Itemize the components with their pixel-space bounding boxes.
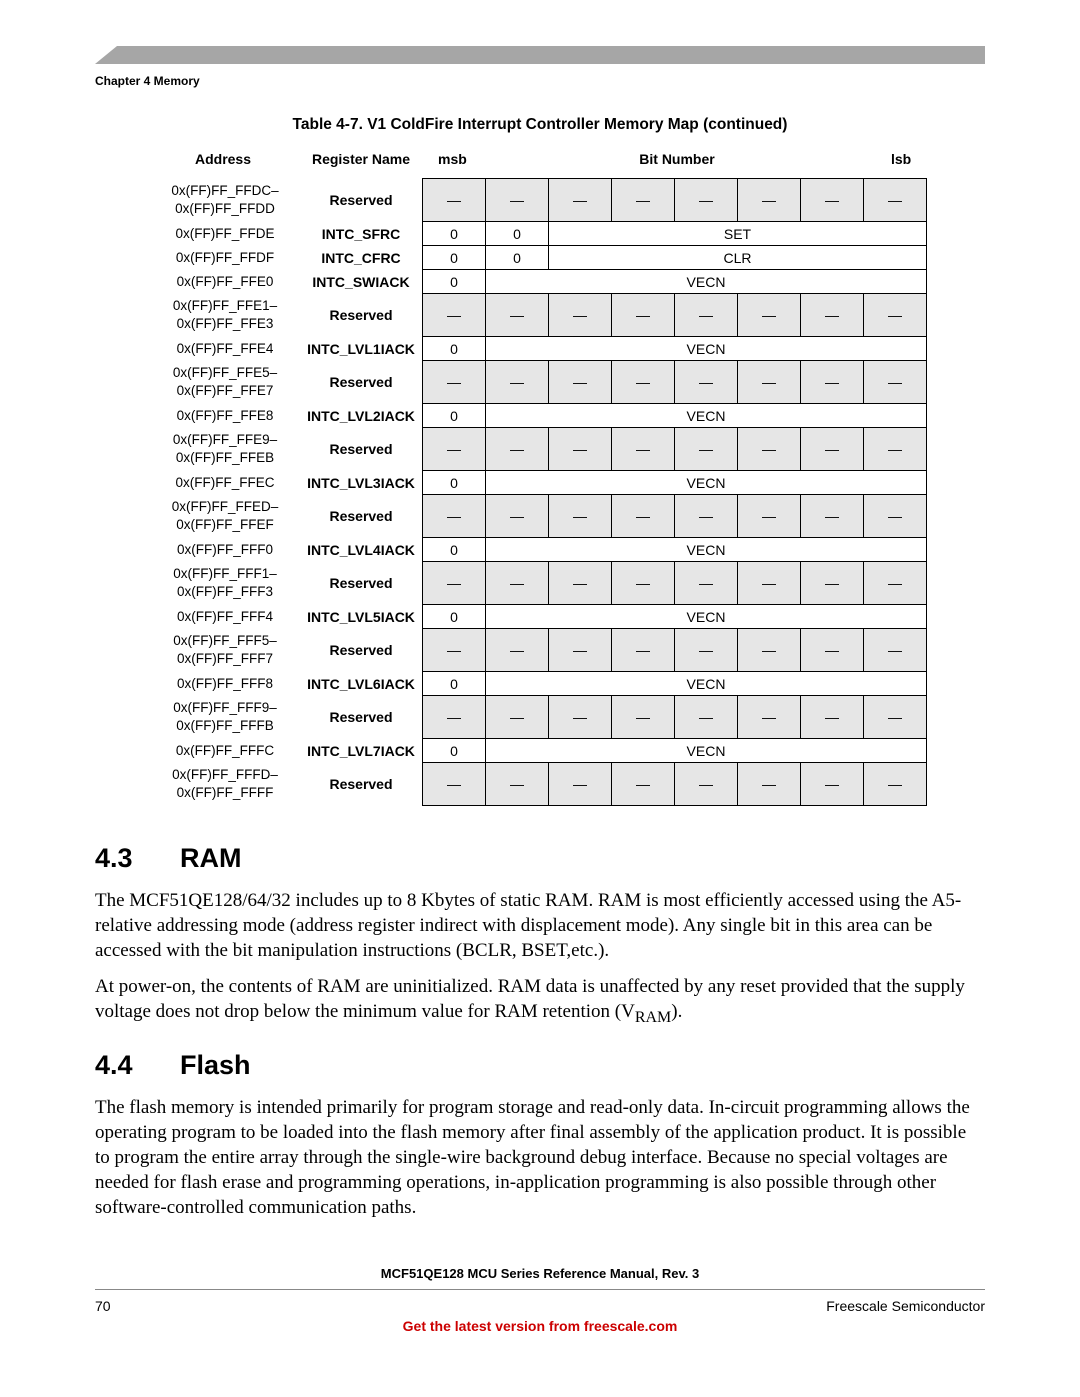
reserved-bit-cell: — (801, 763, 864, 806)
reserved-bit-cell: — (864, 294, 927, 337)
reserved-bit-cell: — (738, 179, 801, 222)
bit-cell: 0 (423, 672, 486, 696)
address-cell (150, 562, 300, 605)
reserved-bit-cell: — (738, 428, 801, 471)
footer-manual-title: MCF51QE128 MCU Series Reference Manual, Rev. 3 (380, 1266, 700, 1281)
table-row (150, 605, 927, 629)
reserved-bit-cell: — (486, 428, 549, 471)
reserved-bit-cell: — (549, 179, 612, 222)
register-name-cell: INTC_CFRC (321, 249, 401, 266)
address-cell (150, 337, 300, 361)
reserved-bit-cell: — (423, 562, 486, 605)
register-name-cell: Reserved (329, 374, 393, 390)
register-name-cell: INTC_LVL2IACK (307, 407, 415, 424)
field-cell: VECN (486, 672, 927, 696)
address-line: 0x(FF)FF_FFE7 (176, 383, 274, 398)
field-cell: VECN (486, 471, 927, 495)
reserved-bit-cell: — (675, 361, 738, 404)
reserved-bit-cell: — (486, 495, 549, 538)
table-row (150, 471, 927, 495)
reserved-bit-cell: — (612, 763, 675, 806)
address-line: 0x(FF)FF_FFE8 (176, 407, 274, 423)
reserved-bit-cell: — (801, 696, 864, 739)
reserved-bit-cell: — (675, 696, 738, 739)
reserved-bit-cell: — (738, 361, 801, 404)
address-line: 0x(FF)FF_FFED– (171, 499, 279, 514)
ram-paragraph-2 (95, 974, 985, 1030)
bit-cell: 0 (423, 222, 486, 246)
address-cell (150, 270, 300, 294)
reserved-bit-cell: — (612, 179, 675, 222)
register-name-cell: INTC_LVL4IACK (307, 541, 415, 558)
field-cell: VECN (486, 605, 927, 629)
reserved-bit-cell: — (423, 763, 486, 806)
col-header-bit-number: Bit Number (639, 151, 715, 167)
register-name-cell: Reserved (329, 441, 393, 457)
ram-paragraph-1: The MCF51QE128/64/32 includes up to 8 Kbytes of static RAM. RAM is most efficiently accessed using the A5-relative addressing mode (address register indirect with displacement mode). Any single bit in this area can be accessed with the bit manipulation instructions (BCLR, BSET,etc.). (95, 890, 962, 961)
reserved-bit-cell: — (675, 495, 738, 538)
table-row (150, 246, 927, 270)
table-title: Table 4-7. V1 ColdFire Interrupt Controller Memory Map (continued) (292, 116, 788, 133)
flash-paragraph-1: The flash memory is intended primarily for program storage and read-only data. In-circuit programming allows the operating program to be loaded into the flash memory after final assembly of the application product. It is possible to program the entire array through the single-wire background debug interface. Because no special voltages are needed for flash erase and programming operations, in-application programming is also possible through other software-controlled communication paths. (95, 1097, 970, 1218)
bit-cell: 0 (423, 404, 486, 428)
reserved-bit-cell: — (549, 562, 612, 605)
register-name-cell: Reserved (329, 307, 393, 323)
reserved-bit-cell: — (549, 428, 612, 471)
reserved-bit-cell: — (864, 562, 927, 605)
address-line: 0x(FF)FF_FFDC– (171, 183, 279, 198)
table-row (150, 739, 927, 763)
section-title: Flash (180, 1050, 251, 1080)
reserved-bit-cell: — (549, 294, 612, 337)
reserved-bit-cell: — (738, 696, 801, 739)
address-cell (150, 605, 300, 629)
address-line: 0x(FF)FF_FFDF (175, 249, 275, 265)
reserved-bit-cell: — (486, 696, 549, 739)
reserved-bit-cell: — (423, 294, 486, 337)
reserved-bit-cell: — (864, 629, 927, 672)
reserved-bit-cell: — (864, 696, 927, 739)
table-row (150, 361, 927, 404)
reserved-bit-cell: — (549, 763, 612, 806)
ram-subscript: RAM (634, 1008, 672, 1026)
address-line: 0x(FF)FF_FFF9– (173, 700, 277, 715)
page-number: 70 (95, 1298, 111, 1314)
reserved-bit-cell: — (801, 428, 864, 471)
col-header-msb: msb (438, 151, 467, 167)
table-row (150, 672, 927, 696)
register-name-cell: INTC_LVL5IACK (307, 608, 415, 625)
reserved-bit-cell: — (549, 495, 612, 538)
reserved-bit-cell: — (612, 361, 675, 404)
register-name-cell: INTC_LVL6IACK (307, 675, 415, 692)
ram-paragraph-2-text: At power-on, the contents of RAM are uninitialized. RAM data is unaffected by any reset provided that the supply voltage does not drop below the minimum value for RAM retention (V (95, 976, 965, 1022)
table-row (150, 337, 927, 361)
address-line: 0x(FF)FF_FFF1– (173, 566, 277, 581)
address-cell (150, 696, 300, 739)
reserved-bit-cell: — (486, 179, 549, 222)
address-line: 0x(FF)FF_FFF8 (177, 675, 273, 691)
register-name-cell: Reserved (329, 508, 393, 524)
register-name-cell: INTC_LVL3IACK (307, 474, 415, 491)
table-row (150, 495, 927, 538)
address-cell (150, 428, 300, 471)
address-line: 0x(FF)FF_FFF0 (177, 541, 273, 557)
col-header-register: Register Name (311, 151, 411, 167)
field-cell: VECN (486, 270, 927, 294)
reserved-bit-cell: — (864, 361, 927, 404)
address-cell (150, 246, 300, 270)
footer-rule (95, 1289, 985, 1290)
address-line: 0x(FF)FF_FFEF (176, 517, 274, 532)
section-heading-flash (95, 1050, 251, 1081)
reserved-bit-cell: — (801, 179, 864, 222)
bit-cell: 0 (423, 739, 486, 763)
address-cell (150, 739, 300, 763)
address-line: 0x(FF)FF_FFF4 (177, 608, 273, 624)
address-line: 0x(FF)FF_FFDE (175, 225, 275, 241)
reserved-bit-cell: — (738, 562, 801, 605)
table-row (150, 629, 927, 672)
address-line: 0x(FF)FF_FFFF (176, 785, 274, 800)
reserved-bit-cell: — (486, 763, 549, 806)
address-cell (150, 471, 300, 495)
table-row (150, 294, 927, 337)
reserved-bit-cell: — (612, 495, 675, 538)
table-row (150, 222, 927, 246)
address-cell (150, 179, 300, 222)
address-line: 0x(FF)FF_FFFD– (172, 767, 278, 782)
bit-cell: 0 (486, 222, 549, 246)
table-row (150, 179, 927, 222)
reserved-bit-cell: — (675, 179, 738, 222)
table-row (150, 696, 927, 739)
address-cell (150, 763, 300, 806)
address-cell (150, 222, 300, 246)
register-name-cell: INTC_LVL7IACK (307, 742, 415, 759)
field-cell: SET (549, 222, 927, 246)
register-name-cell: Reserved (329, 642, 393, 658)
register-name-cell: Reserved (329, 192, 393, 208)
reserved-bit-cell: — (549, 361, 612, 404)
address-line: 0x(FF)FF_FFF3 (177, 584, 273, 599)
address-line: 0x(FF)FF_FFEB (175, 450, 275, 465)
bit-cell: 0 (423, 270, 486, 294)
register-name-cell: Reserved (329, 575, 393, 591)
table-row (150, 763, 927, 806)
table-row (150, 428, 927, 471)
reserved-bit-cell: — (675, 629, 738, 672)
reserved-bit-cell: — (864, 428, 927, 471)
reserved-bit-cell: — (738, 495, 801, 538)
reserved-bit-cell: — (864, 179, 927, 222)
bit-cell: 0 (423, 246, 486, 270)
address-line: 0x(FF)FF_FFF7 (177, 651, 273, 666)
address-line: 0x(FF)FF_FFE5– (172, 365, 278, 380)
memory-map-table (150, 178, 927, 806)
reserved-bit-cell: — (801, 361, 864, 404)
register-name-cell: Reserved (329, 709, 393, 725)
section-heading-ram (95, 843, 242, 874)
reserved-bit-cell: — (612, 629, 675, 672)
address-line: 0x(FF)FF_FFE3 (176, 316, 274, 331)
ram-paragraph-2-end: ). (671, 1001, 683, 1022)
reserved-bit-cell: — (864, 763, 927, 806)
address-cell (150, 294, 300, 337)
reserved-bit-cell: — (423, 495, 486, 538)
reserved-bit-cell: — (486, 294, 549, 337)
company-name: Freescale Semiconductor (826, 1298, 985, 1314)
reserved-bit-cell: — (738, 763, 801, 806)
register-name-cell: Reserved (329, 776, 393, 792)
bit-cell: 0 (423, 538, 486, 562)
table-row (150, 270, 927, 294)
address-line: 0x(FF)FF_FFF5– (173, 633, 277, 648)
bit-cell: 0 (423, 337, 486, 361)
address-cell (150, 629, 300, 672)
table-row (150, 562, 927, 605)
reserved-bit-cell: — (801, 562, 864, 605)
reserved-bit-cell: — (801, 294, 864, 337)
field-cell: VECN (486, 404, 927, 428)
reserved-bit-cell: — (423, 179, 486, 222)
reserved-bit-cell: — (675, 562, 738, 605)
col-header-address: Address (194, 151, 252, 167)
reserved-bit-cell: — (864, 495, 927, 538)
reserved-bit-cell: — (738, 629, 801, 672)
col-header-lsb: lsb (891, 151, 912, 167)
address-cell (150, 404, 300, 428)
reserved-bit-cell: — (612, 294, 675, 337)
address-cell (150, 361, 300, 404)
bit-cell: 0 (423, 605, 486, 629)
address-line: 0x(FF)FF_FFFB (176, 718, 274, 733)
address-line: 0x(FF)FF_FFE9– (172, 432, 278, 447)
reserved-bit-cell: — (675, 428, 738, 471)
field-cell: VECN (486, 337, 927, 361)
reserved-bit-cell: — (675, 294, 738, 337)
reserved-bit-cell: — (486, 629, 549, 672)
reserved-bit-cell: — (549, 696, 612, 739)
field-cell: CLR (549, 246, 927, 270)
reserved-bit-cell: — (423, 629, 486, 672)
bit-cell: 0 (423, 471, 486, 495)
bit-cell: 0 (486, 246, 549, 270)
address-line: 0x(FF)FF_FFFC (175, 742, 275, 758)
reserved-bit-cell: — (423, 696, 486, 739)
reserved-bit-cell: — (612, 562, 675, 605)
register-name-cell: INTC_SWIACK (312, 273, 410, 290)
table-row (150, 538, 927, 562)
address-line: 0x(FF)FF_FFE0 (176, 273, 274, 289)
register-name-cell: INTC_LVL1IACK (307, 340, 415, 357)
reserved-bit-cell: — (801, 629, 864, 672)
address-cell (150, 538, 300, 562)
address-cell (150, 672, 300, 696)
section-title: RAM (180, 843, 242, 873)
field-cell: VECN (486, 538, 927, 562)
header-bar (95, 46, 985, 64)
address-line: 0x(FF)FF_FFDD (175, 201, 275, 216)
reserved-bit-cell: — (738, 294, 801, 337)
reserved-bit-cell: — (486, 361, 549, 404)
address-cell (150, 495, 300, 538)
reserved-bit-cell: — (612, 428, 675, 471)
field-cell: VECN (486, 739, 927, 763)
address-line: 0x(FF)FF_FFE4 (176, 340, 274, 356)
reserved-bit-cell: — (675, 763, 738, 806)
register-name-cell: INTC_SFRC (321, 225, 401, 242)
reserved-bit-cell: — (423, 428, 486, 471)
address-line: 0x(FF)FF_FFEC (175, 474, 275, 490)
section-number: 4.3 (95, 843, 133, 873)
reserved-bit-cell: — (486, 562, 549, 605)
footer-link[interactable]: Get the latest version from freescale.com (402, 1318, 678, 1334)
section-number: 4.4 (95, 1050, 133, 1080)
reserved-bit-cell: — (612, 696, 675, 739)
address-line: 0x(FF)FF_FFE1– (172, 298, 278, 313)
reserved-bit-cell: — (423, 361, 486, 404)
reserved-bit-cell: — (801, 495, 864, 538)
reserved-bit-cell: — (549, 629, 612, 672)
table-row (150, 404, 927, 428)
chapter-header: Chapter 4 Memory (95, 74, 200, 88)
